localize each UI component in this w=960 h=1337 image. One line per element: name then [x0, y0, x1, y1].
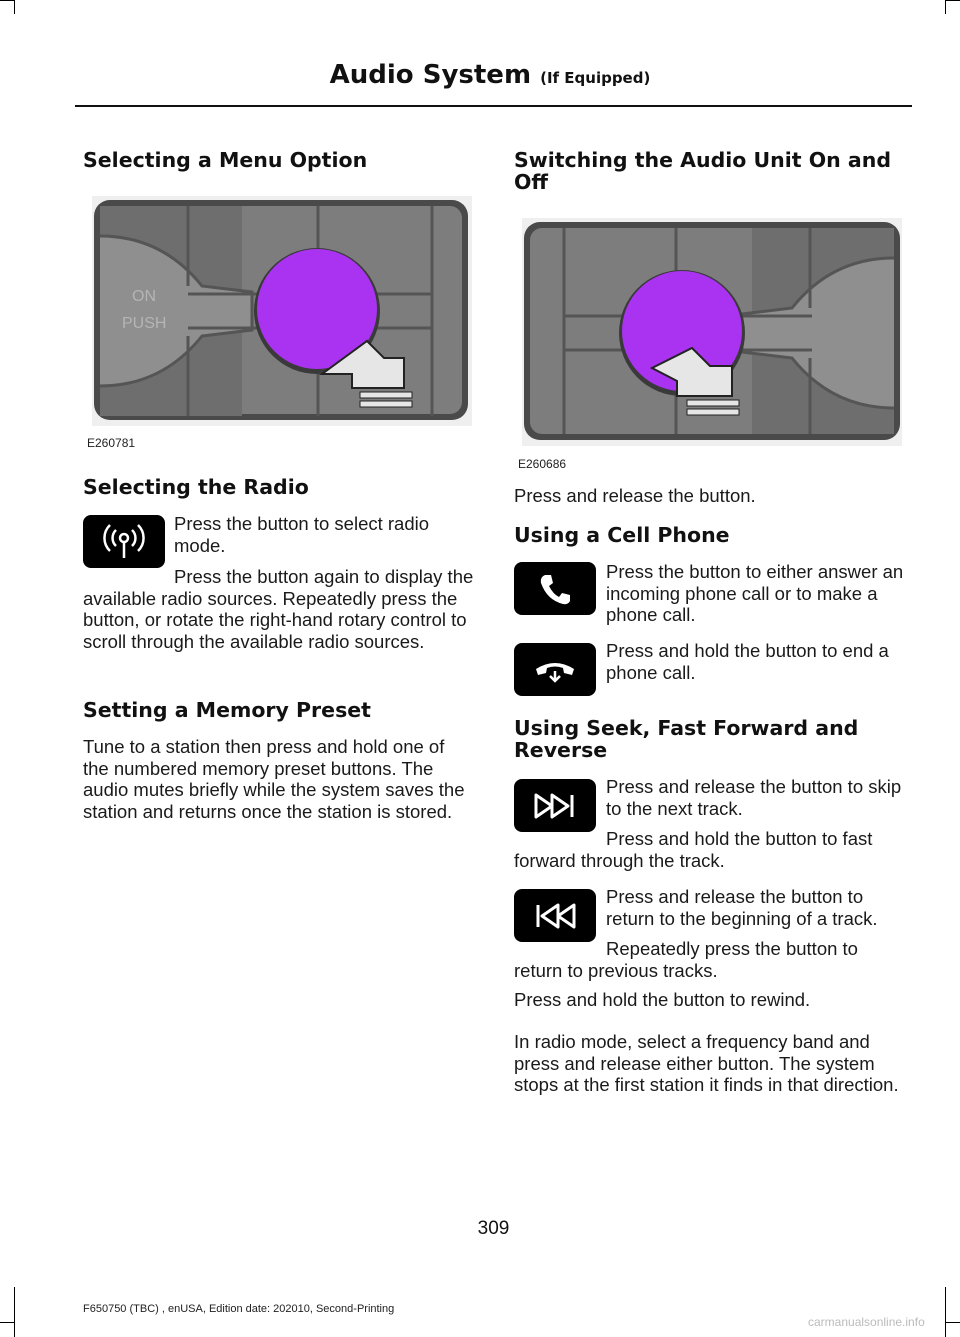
phone-end-text: Press and hold the button to end a phone call. — [606, 640, 889, 683]
skip-forward-text-1: Press and release the button to skip to the next track. — [606, 776, 902, 819]
skip-back-text-1: Press and release the button to return to the beginning of a track. — [606, 886, 878, 929]
skip-forward-button-icon — [514, 779, 596, 832]
heading-cell-phone: Using a Cell Phone — [514, 523, 730, 547]
preset-text: Tune to a station then press and hold one of the numbered memory preset buttons. The audio mutes briefly while the system saves the station and returns once the station is stored. — [83, 736, 465, 822]
heading-selecting-radio: Selecting the Radio — [83, 475, 309, 499]
phone-answer-button-icon — [514, 562, 596, 615]
crop-mark — [0, 0, 14, 1]
figure-code: E260781 — [87, 436, 136, 450]
power-figure — [522, 218, 902, 446]
header-rule — [75, 105, 912, 107]
footer-edition: F650750 (TBC) , enUSA, Edition date: 202010, Second-Printing — [83, 1303, 395, 1315]
skip-forward-text-2: Press and hold the button to fast forward through the track. — [514, 828, 873, 871]
phone-end-button-icon — [514, 643, 596, 696]
header-title: Audio System — [329, 60, 532, 90]
crop-mark — [946, 1322, 960, 1323]
phone-answer-icon — [535, 569, 575, 609]
phone-end-icon — [532, 655, 578, 685]
crop-mark — [945, 0, 946, 14]
radio-text-2: Press the button again to display the available radio sources. Repeatedly press the button, or rotate the right-hand rotary control to scroll through the available radio sources. — [83, 566, 474, 652]
crop-mark — [0, 1322, 14, 1323]
crop-mark — [946, 0, 960, 1]
radio-text-1: Press the button to select radio mode. — [174, 513, 430, 556]
radio-seek-text: In radio mode, select a frequency band and press and release either button. The system stops at the first station it finds in that direction. — [514, 1031, 899, 1095]
crop-mark — [14, 0, 15, 14]
svg-text:ON: ON — [132, 288, 156, 305]
phone-answer-text: Press the button to either answer an incoming phone call or to make a phone call. — [606, 561, 904, 625]
crop-mark — [945, 1287, 946, 1337]
watermark: carmanualsonline.info — [808, 1315, 925, 1329]
power-text: Press and release the button. — [514, 485, 756, 506]
menu-option-figure — [92, 196, 472, 426]
radio-button-icon — [83, 515, 165, 568]
heading-menu-option: Selecting a Menu Option — [83, 148, 368, 172]
svg-text:PUSH: PUSH — [122, 315, 167, 332]
skip-back-icon — [530, 901, 580, 931]
heading-seek: Using Seek, Fast Forward and Reverse — [514, 716, 859, 762]
page-header — [0, 60, 960, 90]
figure-code: E260686 — [518, 457, 567, 471]
radio-broadcast-icon — [99, 522, 149, 562]
skip-back-button-icon — [514, 889, 596, 942]
heading-memory-preset: Setting a Memory Preset — [83, 698, 371, 722]
rewind-text: Press and hold the button to rewind. — [514, 989, 811, 1010]
page-number: 309 — [477, 1218, 510, 1239]
crop-mark — [14, 1287, 15, 1337]
skip-forward-icon — [530, 791, 580, 821]
skip-back-text-2: Repeatedly press the button to return to previous tracks. — [514, 938, 858, 981]
heading-power: Switching the Audio Unit On and Off — [514, 148, 891, 194]
header-subtitle: (If Equipped) — [540, 69, 651, 87]
